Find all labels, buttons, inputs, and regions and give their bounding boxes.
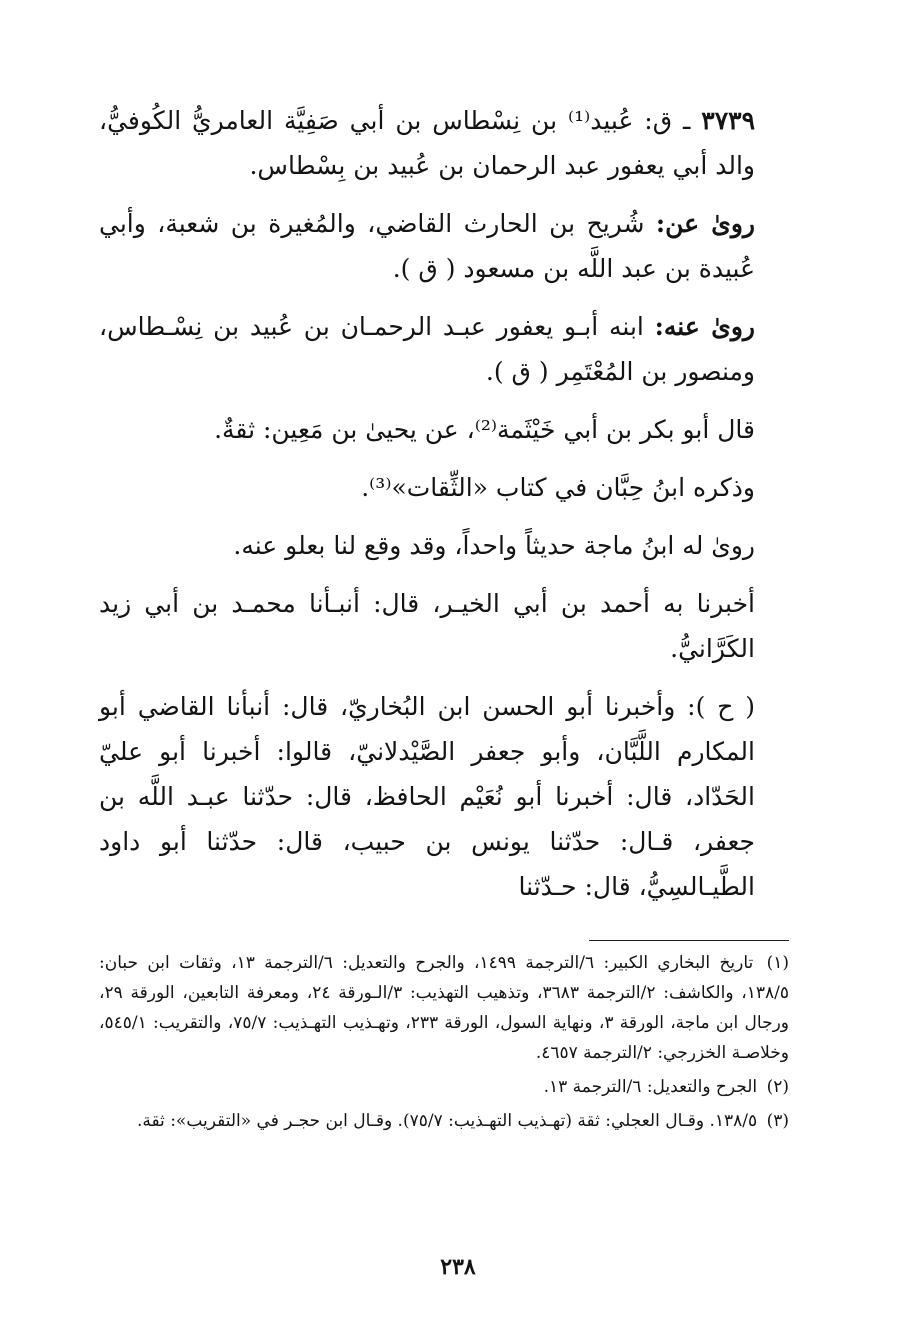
footnote-number: (٢) bbox=[766, 1077, 789, 1097]
footnote-text: تاريخ البخاري الكبير: ٦/الترجمة ١٤٩٩، والجرح والتعديل: ٦/الترجمة ١٣، وثقات ابن حبان: ١٣٨/٥، والكاشف: ٢/الترجمة ٣٦٨٣، وتذهيب التهذيب: ٣/الـورقة ٢٤، ومعرفة التابعين، الورقة ٢٩، ورجال ابن ماجة، الورقة ٣، ونهاية السول، الورقة ٢٣٣، وتهـذيب التهـذيب: ٧٥/٧، والتقريب: ٥٤٥/١، وخلاصـة الخزرجي: ٢/الترجمة ٤٦٥٧. bbox=[99, 953, 790, 1063]
entry-number: ٣٧٣٩ bbox=[701, 106, 755, 135]
narrated-from-label: روىٰ عن: bbox=[655, 209, 756, 238]
narrated-by-paragraph bbox=[99, 304, 789, 394]
narrated-from-text: شُريح بن الحارث القاضي، والمُغيرة بن شعبة، وأبي عُبيدة بن عبد اللَّه بن مسعود ( ق ). bbox=[99, 209, 755, 283]
paragraph-6: أخبرنا به أحمد بن أبي الخيـر، قال: أنبـأنا محمـد بن أبي زيد الكَرَّانيُّ. bbox=[99, 589, 755, 663]
footnote-1 bbox=[99, 948, 789, 1068]
footnote-divider bbox=[589, 940, 789, 941]
narrated-by-text: ابنه أبـو يعفور عبـد الرحمـان بن عُبيد بن نِسْـطاس، ومنصور بن المُعْتَمِر ( ق ). bbox=[99, 312, 755, 386]
narrated-from-paragraph bbox=[99, 201, 789, 291]
main-text bbox=[99, 98, 789, 922]
footnote-number: (١) bbox=[766, 953, 790, 973]
entry-heading bbox=[99, 98, 789, 188]
page-number: ٢٣٨ bbox=[440, 1254, 476, 1280]
footnote-3 bbox=[99, 1106, 789, 1136]
footnote-2 bbox=[99, 1072, 789, 1102]
paragraph-7: ( ح ): وأخبرنا أبو الحسن ابن البُخاريّ، قال: أنبأنا القاضي أبو المكارم اللَّبَّان، وأبو جعفر الصَّيْدلانيّ، قالوا: أخبرنا أبو عليّ الحَدّاد، قال: أخبرنا أبو نُعَيْم الحافظ، قال: حدّثنا عبـد اللَّه بن جعفر، قـال: حدّثنا يونس بن حبيب، قال: حدّثنا أبو داود الطَّيـالسِيُّ، قال: حـدّثنا bbox=[99, 692, 755, 901]
narrated-by-label: روىٰ عنه: bbox=[654, 312, 755, 341]
entry-title-text: ـ ق: عُبيد⁽¹⁾ بن نِسْطاس بن أبي صَفِيَّة العامريُّ الكُوفيُّ، والد أبي يعفور عبد الرحمان بن عُبيد بن بِسْطاس. bbox=[99, 106, 755, 180]
paragraph-4: وذكره ابنُ حِبَّان في كتاب «الثِّقات»⁽³⁾. bbox=[361, 473, 755, 502]
paragraph-5: روىٰ له ابنُ ماجة حديثاً واحداً، وقد وقع لنا بعلو عنه. bbox=[233, 531, 755, 560]
footnote-number: (٣) bbox=[766, 1111, 789, 1131]
footnote-text: ١٣٨/٥. وقـال العجلي: ثقة (تهـذيب التهـذيب: ٧٥/٧). وقـال ابن حجـر في «التقريب»: ثقة. bbox=[136, 1111, 758, 1131]
paragraph-3: قال أبو بكر بن أبي خَيْثَمة⁽²⁾، عن يحيىٰ بن مَعِين: ثقةٌ. bbox=[214, 415, 755, 444]
footnote-text: الجرح والتعديل: ٦/الترجمة ١٣. bbox=[543, 1077, 758, 1097]
footnotes bbox=[99, 948, 789, 1140]
